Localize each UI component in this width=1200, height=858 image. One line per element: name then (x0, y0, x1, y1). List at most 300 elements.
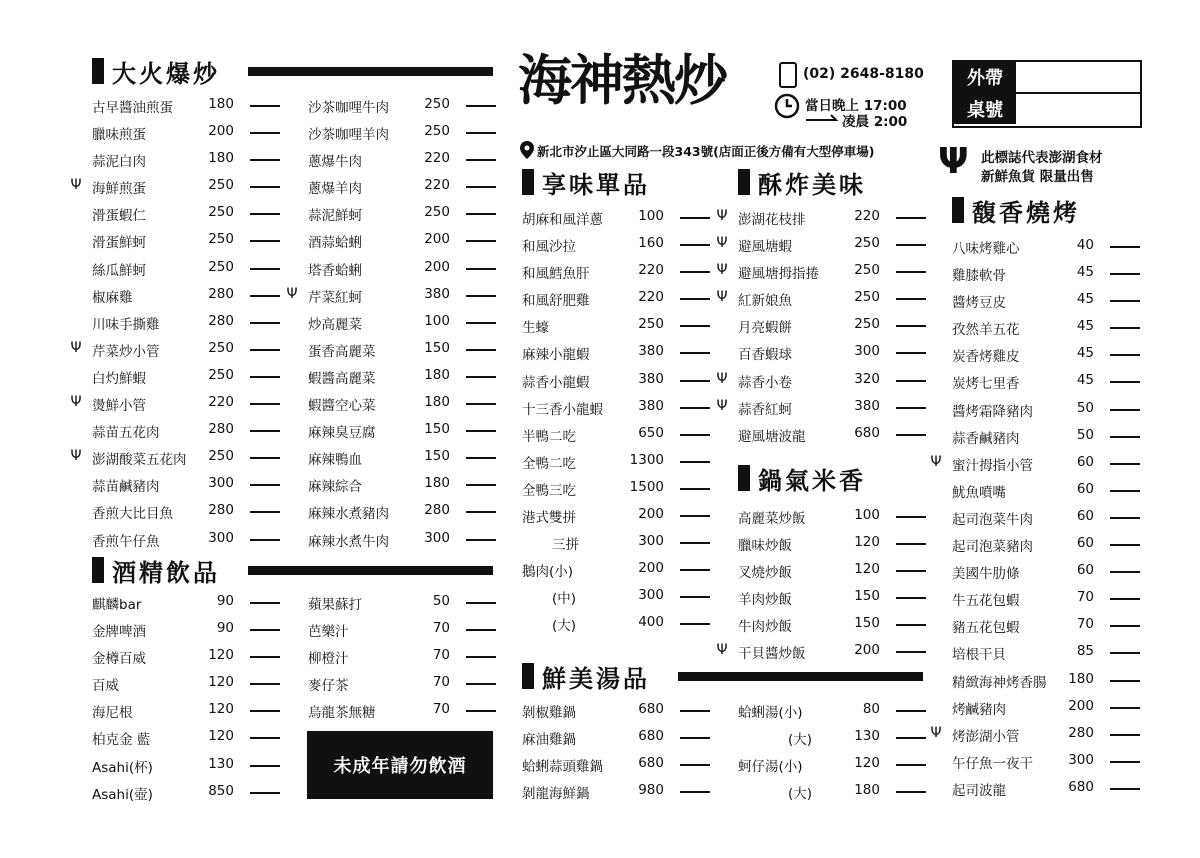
menu-item-name: 古早醬油煎蛋 (92, 100, 173, 116)
menu-item (308, 309, 498, 336)
price-line (466, 105, 496, 107)
menu-item-name: 川味手撕雞 (92, 316, 160, 333)
menu-item (308, 670, 498, 697)
price-line (680, 217, 710, 219)
menu-item-name: 柳橙汁 (308, 651, 349, 668)
menu-item-price: 250 (854, 316, 880, 333)
menu-item-price: 280 (424, 502, 450, 519)
location-pin-icon (520, 141, 534, 159)
menu-item-price: 85 (1076, 643, 1094, 660)
menu-item-name: 胡麻和風洋蔥 (522, 212, 603, 228)
price-line (250, 765, 280, 767)
menu-item (92, 282, 282, 309)
menu-item (716, 204, 928, 231)
price-line (250, 511, 280, 513)
menu-item-price: 150 (854, 588, 880, 605)
menu-item-price: 40 (1076, 237, 1094, 253)
menu-item-name: 高麗菜炒飯 (738, 511, 806, 527)
menu-item (70, 444, 282, 471)
menu-item-price: 120 (854, 561, 880, 578)
menu-item (738, 503, 928, 530)
menu-item-price: 60 (1076, 453, 1094, 470)
menu-item (952, 341, 1142, 368)
menu-item (286, 282, 498, 309)
menu-item (308, 697, 498, 724)
menu-item-price: 300 (638, 587, 664, 604)
menu-item-name: 海鮮煎蛋 (92, 181, 146, 198)
menu-item (308, 119, 498, 146)
menu-item-name: 蔥爆牛肉 (308, 154, 362, 171)
menu-item-name: 羊肉炒飯 (738, 592, 792, 609)
menu-item (308, 390, 498, 417)
menu-column-drinks-1 (92, 589, 282, 806)
clock-icon (774, 93, 800, 119)
menu-item-price: 250 (638, 316, 664, 333)
menu-item (308, 444, 498, 471)
menu-item-name: (中) (552, 591, 577, 608)
menu-item (952, 612, 1142, 639)
menu-item (308, 526, 498, 553)
price-line (250, 710, 280, 712)
menu-item-price: 300 (1068, 751, 1094, 768)
menu-item-price: 220 (854, 208, 880, 224)
menu-item (738, 751, 928, 778)
price-line (466, 213, 496, 215)
menu-item-price: 380 (638, 343, 664, 360)
menu-item-price: 90 (216, 620, 234, 637)
price-line (680, 710, 710, 712)
menu-item (952, 287, 1142, 314)
menu-item-name: 芭樂汁 (308, 624, 349, 641)
menu-item-price: 90 (216, 593, 234, 609)
menu-item-price: 200 (638, 560, 664, 577)
menu-item-name: 美國牛肋條 (952, 566, 1020, 583)
price-line (680, 488, 710, 490)
menu-item (952, 233, 1142, 260)
price-line (466, 710, 496, 712)
menu-item-name: 麻辣臭豆腐 (308, 425, 376, 442)
price-line (896, 597, 926, 599)
menu-item-name: 培根干貝 (952, 647, 1006, 664)
menu-item-price: 250 (208, 258, 234, 275)
price-line (896, 244, 926, 246)
price-line (1110, 409, 1140, 411)
menu-item-name: 塔香蛤蜊 (308, 262, 362, 279)
menu-item-price: 45 (1076, 345, 1094, 362)
menu-item-price: 150 (424, 448, 450, 465)
trident-icon: Ψ (70, 394, 82, 411)
menu-item (92, 697, 282, 724)
menu-item-name: 午仔魚一夜干 (952, 755, 1033, 772)
menu-item-name: 蛤蜊湯(小) (738, 705, 803, 721)
price-line (1110, 273, 1140, 275)
price-line (466, 186, 496, 188)
price-line (896, 624, 926, 626)
menu-item (522, 610, 712, 637)
menu-item (522, 502, 712, 529)
price-line (896, 217, 926, 219)
price-line (250, 105, 280, 107)
menu-item-price: 45 (1076, 264, 1094, 281)
menu-item (92, 526, 282, 553)
menu-item-name: 起司波龍 (952, 782, 1006, 799)
menu-item-price: 300 (638, 533, 664, 550)
menu-item (308, 643, 498, 670)
menu-item (952, 477, 1142, 504)
menu-item-price: 130 (208, 755, 234, 772)
price-line (466, 457, 496, 459)
menu-item-name: 十三香小龍蝦 (522, 401, 603, 418)
menu-item-name: 酒蒜蛤蜊 (308, 235, 362, 252)
price-line (466, 132, 496, 134)
price-line (680, 271, 710, 273)
price-line (250, 376, 280, 378)
price-line (466, 403, 496, 405)
order-box (952, 60, 1142, 128)
menu-item-name: (大) (788, 732, 813, 749)
menu-item (738, 724, 928, 751)
price-line (896, 791, 926, 793)
menu-column-rice (716, 503, 928, 666)
trident-icon: Ψ (716, 397, 728, 414)
menu-item-price: 70 (432, 647, 450, 664)
menu-item (308, 363, 498, 390)
menu-item-name: 生蠔 (522, 320, 549, 337)
price-line (896, 380, 926, 382)
menu-item-name: 麻辣鴨血 (308, 452, 362, 469)
menu-item-name: (大) (788, 786, 813, 803)
price-line (250, 403, 280, 405)
hours-open: 當日晚上 17:00 (805, 98, 907, 114)
menu-item (92, 227, 282, 254)
menu-column-specials (522, 204, 712, 638)
price-line (1110, 625, 1140, 627)
price-line (250, 629, 280, 631)
trident-icon: Ψ (930, 724, 942, 741)
menu-item (92, 471, 282, 498)
menu-item-name: 百威 (92, 678, 119, 695)
menu-item-name: 芹菜炒小管 (92, 343, 160, 360)
menu-item-price: 680 (854, 424, 880, 441)
menu-item-name: 澎湖酸菜五花肉 (92, 452, 187, 469)
menu-item (522, 339, 712, 366)
menu-item-name: 烤鹹豬肉 (952, 701, 1006, 718)
price-line (680, 791, 710, 793)
section-title-soup: 鮮美湯品 (522, 662, 650, 690)
menu-item-name: 孜然羊五花 (952, 322, 1020, 339)
menu-item (716, 638, 928, 665)
menu-item (308, 227, 498, 254)
price-line (1110, 680, 1140, 682)
price-line (466, 159, 496, 161)
price-line (466, 629, 496, 631)
menu-item (522, 751, 712, 778)
trident-icon: Ψ (716, 208, 728, 224)
price-line (250, 295, 280, 297)
price-line (1110, 300, 1140, 302)
menu-item-price: 680 (638, 701, 664, 717)
menu-item-name: 醬烤霜降豬肉 (952, 403, 1033, 420)
menu-item-price: 250 (424, 96, 450, 112)
price-line (250, 539, 280, 541)
menu-item (92, 589, 282, 616)
price-line (250, 602, 280, 604)
menu-item (930, 450, 1142, 477)
price-line (896, 271, 926, 273)
price-line (680, 244, 710, 246)
menu-item-name: 麻辣水煮豬肉 (308, 506, 389, 523)
menu-item-price: 200 (208, 123, 234, 140)
menu-item-name: 蒜香小卷 (738, 374, 792, 391)
menu-item (522, 475, 712, 502)
menu-item-price: 120 (208, 701, 234, 718)
menu-item (738, 557, 928, 584)
menu-item-price: 50 (1076, 426, 1094, 443)
price-line (466, 539, 496, 541)
price-line (250, 430, 280, 432)
menu-item-price: 45 (1076, 318, 1094, 335)
menu-item (308, 146, 498, 173)
menu-item-name: 蚵仔湯(小) (738, 759, 803, 776)
menu-item-name: 海尼根 (92, 705, 133, 722)
price-line (1110, 707, 1140, 709)
menu-item-name: 蒜苗五花肉 (92, 425, 160, 442)
price-line (1110, 734, 1140, 736)
price-line (250, 322, 280, 324)
price-line (250, 792, 280, 794)
price-line (896, 570, 926, 572)
menu-item-name: 滑蛋蝦仁 (92, 208, 146, 225)
menu-item (92, 498, 282, 525)
menu-column-soup-1 (522, 697, 712, 805)
price-line (250, 213, 280, 215)
price-line (1110, 327, 1140, 329)
menu-item-price: 250 (208, 448, 234, 465)
menu-item (738, 312, 928, 339)
menu-item-name: 金樽百威 (92, 651, 146, 668)
menu-item-price: 680 (638, 728, 664, 745)
price-line (896, 352, 926, 354)
menu-item-price: 250 (208, 339, 234, 356)
menu-item (92, 309, 282, 336)
menu-item-price: 980 (638, 782, 664, 799)
menu-item-name: 香煎大比目魚 (92, 506, 173, 523)
menu-item (952, 396, 1142, 423)
price-line (1110, 436, 1140, 438)
menu-item-price: 300 (854, 343, 880, 360)
menu-item-price: 280 (208, 312, 234, 329)
price-line (250, 268, 280, 270)
menu-item-price: 300 (208, 475, 234, 492)
price-line (680, 298, 710, 300)
menu-item (70, 173, 282, 200)
menu-item-price: 60 (1076, 562, 1094, 579)
menu-item-name: 麻辣綜合 (308, 479, 362, 496)
menu-item (738, 584, 928, 611)
menu-item-price: 380 (424, 285, 450, 302)
menu-item-name: 椒麻雞 (92, 289, 133, 306)
menu-item-name: 蒜泥白肉 (92, 154, 146, 171)
menu-item-price: 150 (424, 339, 450, 356)
menu-item (522, 724, 712, 751)
trident-icon: Ψ (716, 642, 728, 659)
menu-item-name: 麻油雞鍋 (522, 732, 576, 749)
menu-item-name: 麥仔茶 (308, 678, 349, 695)
price-line (250, 132, 280, 134)
menu-column-fried (716, 204, 928, 448)
menu-item (952, 694, 1142, 721)
menu-item-name: 澎湖花枝排 (738, 212, 806, 228)
price-line (896, 325, 926, 327)
menu-item-name: 燙鮮小管 (92, 398, 146, 415)
menu-item-price: 70 (1076, 589, 1094, 606)
menu-item (738, 421, 928, 448)
menu-item-name: 蒜苗鹹豬肉 (92, 479, 160, 496)
menu-item (522, 421, 712, 448)
menu-item-price: 220 (424, 150, 450, 167)
menu-item (522, 394, 712, 421)
menu-item (522, 258, 712, 285)
price-line (680, 596, 710, 598)
menu-item-price: 150 (424, 421, 450, 438)
price-line (1110, 761, 1140, 763)
price-line (896, 737, 926, 739)
menu-item-price: 200 (854, 642, 880, 659)
price-line (466, 656, 496, 658)
menu-item-price: 180 (424, 475, 450, 492)
menu-item-price: 120 (208, 647, 234, 664)
price-line (680, 380, 710, 382)
menu-item (952, 531, 1142, 558)
menu-item (738, 339, 928, 366)
menu-item-price: 200 (424, 231, 450, 248)
menu-item-name: 干貝醬炒飯 (738, 646, 806, 663)
menu-column-stir-fry-1 (70, 92, 282, 553)
menu-item-price: 250 (208, 204, 234, 221)
menu-item (522, 448, 712, 475)
menu-item (522, 285, 712, 312)
price-line (1110, 490, 1140, 492)
menu-item-price: 180 (854, 782, 880, 799)
menu-item (716, 394, 928, 421)
price-line (466, 484, 496, 486)
price-line (1110, 517, 1140, 519)
menu-item-price: 130 (854, 728, 880, 745)
menu-item-price: 380 (638, 370, 664, 387)
menu-item (92, 92, 282, 119)
menu-item-name: 香煎午仔魚 (92, 533, 160, 550)
menu-item-name: Asahi(壺) (92, 786, 153, 803)
menu-item (716, 285, 928, 312)
price-line (896, 434, 926, 436)
menu-item-name: 蔥爆羊肉 (308, 181, 362, 198)
menu-item-name: 麻辣水煮牛肉 (308, 533, 389, 550)
menu-item-name: 牛五花包蝦 (952, 593, 1020, 610)
price-line (896, 543, 926, 545)
menu-item-price: 380 (854, 397, 880, 414)
menu-item-price: 60 (1076, 480, 1094, 497)
menu-item (522, 312, 712, 339)
menu-item (92, 616, 282, 643)
price-line (680, 623, 710, 625)
trident-icon: Ψ (938, 141, 969, 182)
price-line (466, 240, 496, 242)
menu-item-price: 220 (208, 394, 234, 411)
menu-item-price: 80 (862, 701, 880, 717)
menu-item (522, 529, 712, 556)
trident-icon: Ψ (286, 285, 298, 302)
menu-item-name: 金牌啤酒 (92, 624, 146, 641)
menu-item (308, 471, 498, 498)
price-line (466, 430, 496, 432)
menu-item-price: 300 (208, 529, 234, 546)
price-line (466, 376, 496, 378)
menu-item-price: 45 (1076, 372, 1094, 389)
address: 新北市汐止區大同路一段343號(店面正後方備有大型停車場) (537, 144, 875, 159)
menu-item-price: 220 (638, 289, 664, 306)
menu-item-name: 百香蝦球 (738, 347, 792, 364)
price-line (680, 737, 710, 739)
menu-item (308, 92, 498, 119)
menu-item-name: 蛋香高麗菜 (308, 343, 376, 360)
menu-item (522, 556, 712, 583)
menu-item-price: 120 (208, 728, 234, 745)
menu-item-price: 70 (432, 674, 450, 691)
price-line (896, 298, 926, 300)
menu-item-price: 320 (854, 370, 880, 387)
menu-item (952, 314, 1142, 341)
menu-item (522, 583, 712, 610)
trident-icon: Ψ (70, 339, 82, 356)
trident-icon: Ψ (70, 177, 82, 194)
menu-item (308, 200, 498, 227)
menu-item-name: 港式雙拼 (522, 510, 576, 527)
phone-number: (02) 2648-8180 (803, 66, 924, 82)
menu-item (92, 255, 282, 282)
price-line (680, 764, 710, 766)
menu-item (70, 336, 282, 363)
menu-column-soup-2 (738, 697, 928, 805)
menu-item-price: 50 (1076, 399, 1094, 416)
menu-item (308, 616, 498, 643)
trident-icon: Ψ (930, 453, 942, 470)
menu-item-price: 45 (1076, 291, 1094, 308)
menu-item-price: 220 (424, 177, 450, 194)
menu-item (952, 260, 1142, 287)
menu-item-name: 魷魚噴嘴 (952, 484, 1006, 501)
table-label: 桌號 (954, 94, 1016, 124)
menu-item (308, 336, 498, 363)
menu-item-price: 250 (424, 123, 450, 140)
menu-item (522, 204, 712, 231)
menu-item (92, 643, 282, 670)
menu-item (308, 498, 498, 525)
menu-item-price: 180 (424, 394, 450, 411)
menu-item-price: 300 (424, 529, 450, 546)
takeout-label: 外帶 (954, 62, 1016, 92)
price-line (250, 656, 280, 658)
price-line (1110, 652, 1140, 654)
legend-note-1: 此標誌代表澎湖食材 (981, 150, 1103, 166)
price-line (896, 764, 926, 766)
price-line (250, 159, 280, 161)
menu-item-name: 蒜泥鮮蚵 (308, 208, 362, 225)
menu-item-price: 250 (854, 289, 880, 306)
menu-item-name: 叉燒炒飯 (738, 565, 792, 582)
menu-item-name: 豬五花包蝦 (952, 620, 1020, 637)
price-line (680, 434, 710, 436)
menu-item (92, 417, 282, 444)
